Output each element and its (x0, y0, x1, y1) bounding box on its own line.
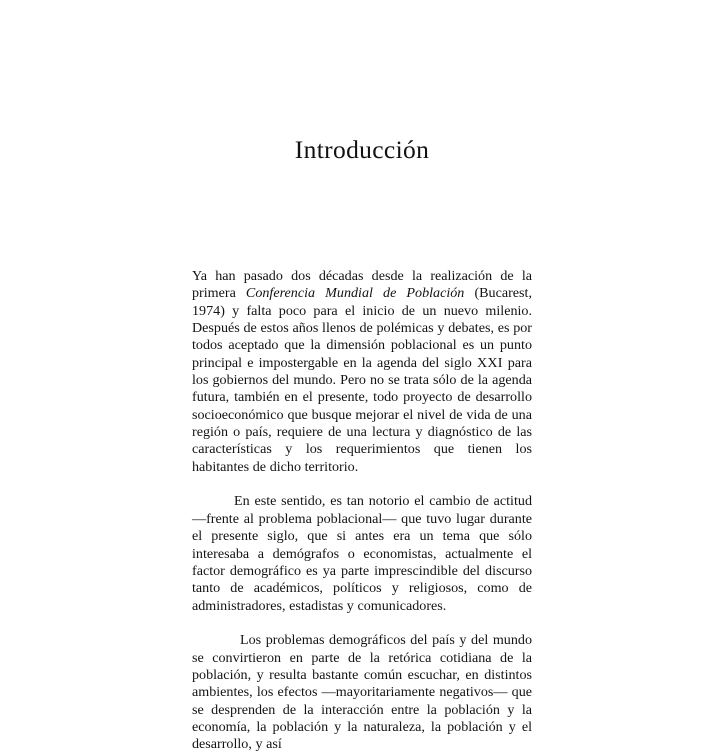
paragraph-1 (192, 268, 532, 476)
work-title-conferencia-mundial-de-poblacion: Conferencia Mundial de Población (245, 285, 465, 302)
paragraph-1-segment-3: (Bucarest, 1974) y falta poco para el inicio de un nuevo milenio. Después de estos años llenos de polémicas y debates, es por todos aceptado que la dimensión poblacional es un punto principal e impostergable en la agenda del siglo (192, 285, 532, 371)
paragraph-1-segment-5: para los gobiernos del mundo. Pero no se trata sólo de la agenda futura, también en el presente, todo proyecto de desarrollo socioeconómico que busque mejorar el nivel de vida de una región o país, requiere de una lectura y diagnóstico de las características y los requerimientos que tienen los habitantes de dicho territorio. (192, 354, 533, 475)
paragraph-2: En este sentido, es tan notorio el cambio de actitud —frente al problema poblacional— que tuvo lugar durante el presente siglo, que si antes era un tema que sólo interesaba a demógrafos o economistas, actualmente el factor demográfico es ya parte imprescindible del discurso tanto de académicos, políticos y religiosos, como de administradores, estadistas y comunicadores. (192, 493, 532, 614)
paragraph-1-segment-1: Ya han pasado dos décadas desde la realización de la primera (192, 268, 532, 302)
page-title: Introducción (294, 135, 430, 164)
body-text-block (192, 268, 532, 754)
century-numeral-smallcaps: XXI (476, 354, 503, 371)
paragraph-3: Los problemas demográficos del país y del mundo se convirtieron en parte de la retórica cotidiana de la población, y resulta bastante común escuchar, en distintos ambientes, los efectos —mayoritariamente negativos— que se desprenden de la interacción entre la población y la economía, la población y la naturaleza, la población y el desarrollo, y así (192, 632, 532, 753)
